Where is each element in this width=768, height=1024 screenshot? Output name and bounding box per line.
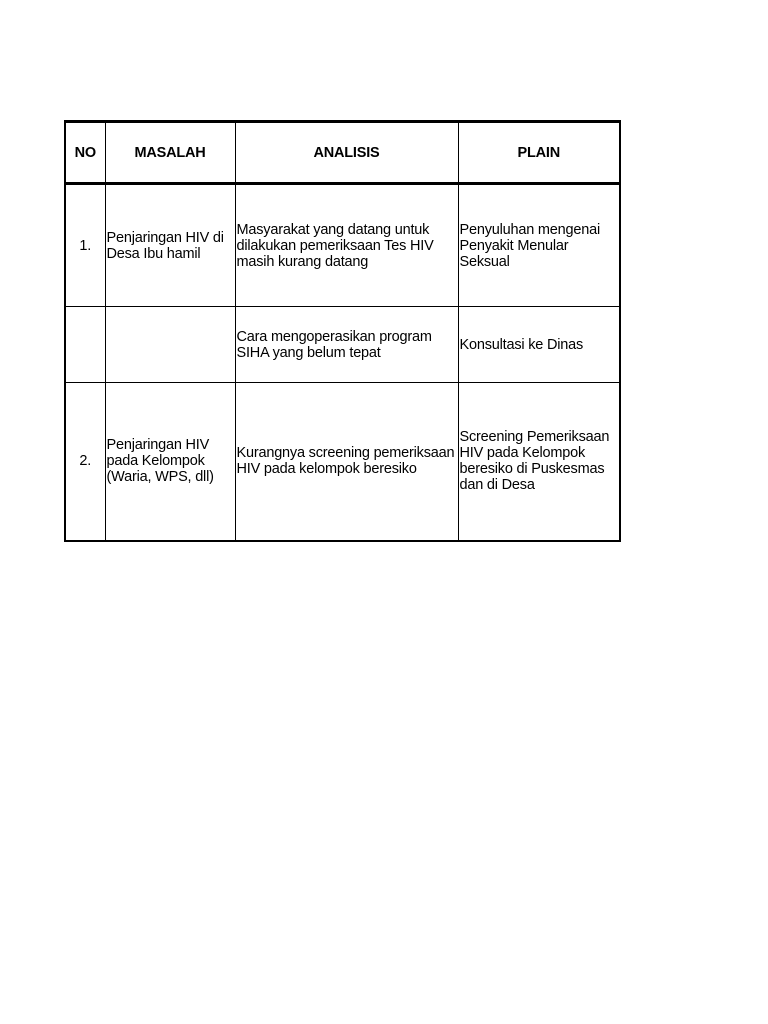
- cell-plain: Konsultasi ke Dinas: [458, 307, 620, 383]
- cell-analisis: Masyarakat yang datang untuk dilakukan pemeriksaan Tes HIV masih kurang datang: [235, 184, 458, 307]
- table-row: [65, 307, 620, 383]
- cell-no: 2.: [65, 383, 105, 541]
- cell-plain: Penyuluhan mengenai Penyakit Menular Seksual: [458, 184, 620, 307]
- table-header-row: [65, 122, 620, 184]
- cell-analisis: Cara mengoperasikan program SIHA yang belum tepat: [235, 307, 458, 383]
- cell-masalah: Penjaringan HIV di Desa Ibu hamil: [105, 184, 235, 307]
- cell-plain: Screening Pemeriksaan HIV pada Kelompok beresiko di Puskesmas dan di Desa: [458, 383, 620, 541]
- header-no: NO: [65, 122, 105, 184]
- problem-analysis-table: [64, 120, 621, 542]
- table-row: [65, 383, 620, 541]
- cell-no: 1.: [65, 184, 105, 307]
- header-masalah: MASALAH: [105, 122, 235, 184]
- cell-analisis: Kurangnya screening pemeriksaan HIV pada kelompok beresiko: [235, 383, 458, 541]
- cell-masalah: [105, 307, 235, 383]
- cell-masalah: Penjaringan HIV pada Kelompok (Waria, WPS, dll): [105, 383, 235, 541]
- cell-no: [65, 307, 105, 383]
- header-plain: PLAIN: [458, 122, 620, 184]
- table-row: [65, 184, 620, 307]
- header-analisis: ANALISIS: [235, 122, 458, 184]
